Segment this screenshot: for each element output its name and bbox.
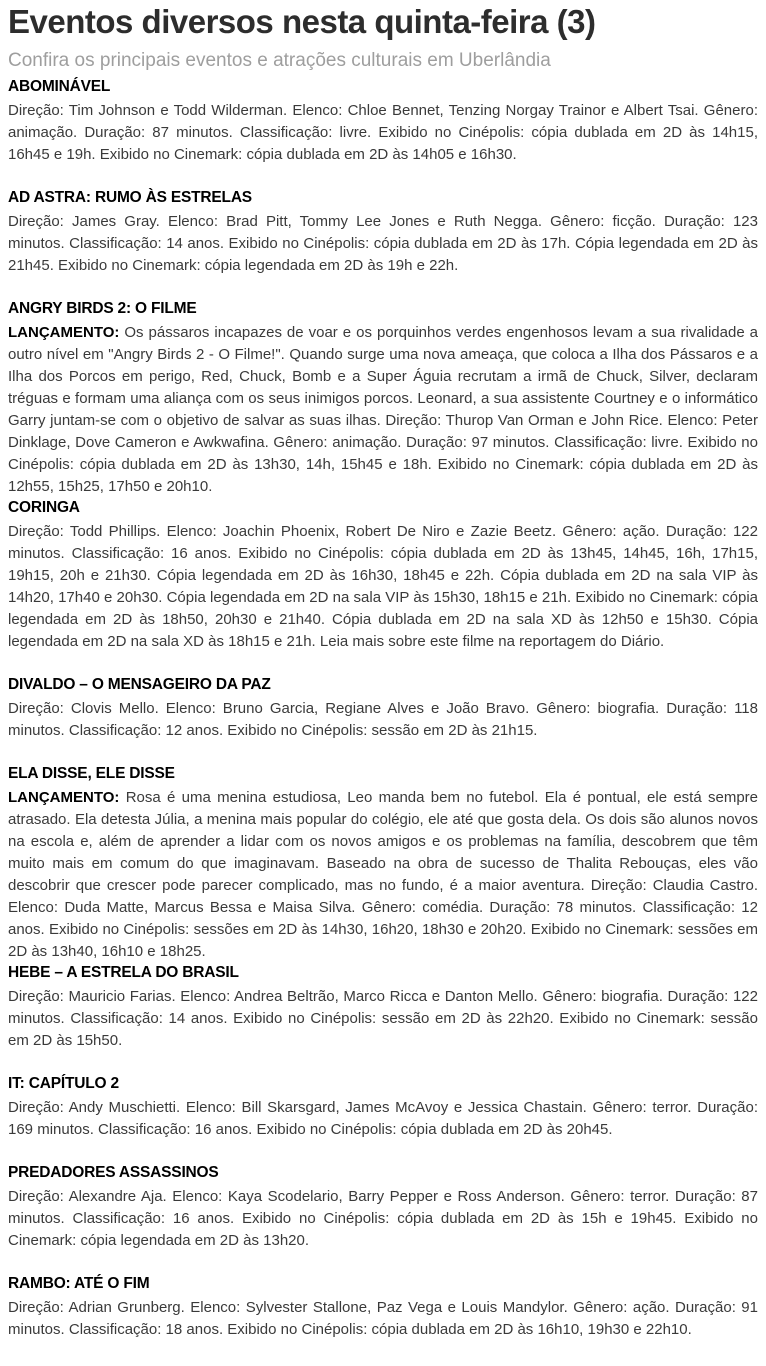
movie-details-paragraph: Direção: James Gray. Elenco: Brad Pitt, Tommy Lee Jones e Ruth Negga. Gênero: ficção. Duração: 123 minutos. Classificação: 14 anos. Exibido no Cinépolis: cópia dublada em 2D às 17h. Cópia legendada em 2D às 21h45. Exibido no Cinemark: cópia legendada em 2D às 19h e 22h. — [8, 213, 758, 274]
movie-details-paragraph: Direção: Tim Johnson e Todd Wilderman. Elenco: Chloe Bennet, Tenzing Norgay Trainor e Albert Tsai. Gênero: animação. Duração: 87 minutos. Classificação: livre. Exibido no Cinépolis: cópia dublada em 2D às 14h15, 16h45 e 19h. Exibido no Cinemark: cópia dublada em 2D às 14h05 e 16h30. — [8, 102, 758, 163]
movie-title-heading: ELA DISSE, ELE DISSE — [8, 765, 175, 782]
movie-title-heading: ANGRY BIRDS 2: O FILME — [8, 300, 197, 317]
movie-title-heading: DIVALDO – O MENSAGEIRO DA PAZ — [8, 676, 271, 693]
movie-title-heading: CORINGA — [8, 499, 80, 516]
movie-title-heading: IT: CAPÍTULO 2 — [8, 1075, 119, 1092]
movie-title-heading: AD ASTRA: RUMO ÀS ESTRELAS — [8, 189, 252, 206]
movie-title-heading: RAMBO: ATÉ O FIM — [8, 1275, 150, 1292]
movie-listings — [8, 77, 758, 1341]
movie-title-heading: PREDADORES ASSASSINOS — [8, 1164, 219, 1181]
movie-details-paragraph: Direção: Andy Muschietti. Elenco: Bill Skarsgard, James McAvoy e Jessica Chastain. Gênero: terror. Duração: 169 minutos. Classificação: 16 anos. Exibido no Cinépolis: cópia dublada em 2D às 20h45. — [8, 1099, 758, 1138]
page-title: Eventos diversos nesta quinta-feira (3) — [8, 3, 596, 40]
movie-details-paragraph: Direção: Mauricio Farias. Elenco: Andrea Beltrão, Marco Ricca e Danton Mello. Gênero: biografia. Duração: 122 minutos. Classificação: 14 anos. Exibido no Cinépolis: sessão em 2D às 22h20. Exibido no Cinemark: sessão em 2D às 15h50. — [8, 988, 758, 1049]
movie-details-paragraph: Direção: Adrian Grunberg. Elenco: Sylvester Stallone, Paz Vega e Louis Mandylor. Gênero: ação. Duração: 91 minutos. Classificação: 18 anos. Exibido no Cinépolis: cópia dublada em 2D às 16h10, 19h30 e 22h10. — [8, 1299, 758, 1338]
page-subtitle: Confira os principais eventos e atrações culturais em Uberlândia — [8, 50, 551, 71]
movie-details-paragraph: Direção: Clovis Mello. Elenco: Bruno Garcia, Regiane Alves e João Bravo. Gênero: biografia. Duração: 118 minutos. Classificação: 12 anos. Exibido no Cinépolis: sessão em 2D às 21h15. — [8, 700, 758, 739]
movie-details-paragraph: Direção: Todd Phillips. Elenco: Joachin Phoenix, Robert De Niro e Zazie Beetz. Gênero: ação. Duração: 122 minutos. Classificação: 16 anos. Exibido no Cinépolis: cópia dublada em 2D às 13h45, 14h45, 16h, 17h15, 19h15, 20h e 21h30. Cópia legendada em 2D às 16h30, 18h45 e 22h. Cópia dublada em 2D na sala VIP às 14h20, 17h40 e 20h30. Cópia legendada em 2D na sala VIP às 15h30, 18h15 e 21h. Exibido no Cinemark: cópia legendada em 2D às 18h50, 20h30 e 21h40. Cópia dublada em 2D na sala XD às 12h50 e 15h30. Cópia legendada em 2D na sala XD às 18h15 e 21h. Leia mais sobre este filme na reportagem do Diário. — [8, 523, 758, 650]
movie-details-paragraph: Direção: Alexandre Aja. Elenco: Kaya Scodelario, Barry Pepper e Ross Anderson. Gênero: terror. Duração: 87 minutos. Classificação: 16 anos. Exibido no Cinépolis: cópia dublada em 2D às 15h e 19h45. Exibido no Cinemark: cópia legendada em 2D às 13h20. — [8, 1188, 758, 1249]
movie-title-heading: ABOMINÁVEL — [8, 78, 111, 95]
movie-title-heading: HEBE – A ESTRELA DO BRASIL — [8, 964, 239, 981]
movie-details-paragraph: LANÇAMENTO: Rosa é uma menina estudiosa, Leo manda bem no futebol. Ela é pontual, ele está sempre atrasado. Ela detesta Júlia, a menina mais popular do colégio, ele até que gosta dela. Os dois são alunos novos na escola e, além de aprender a lidar com os novos amigos e os problemas na família, descobrem que têm muito mais em comum do que imaginavam. Baseado na obra de sucesso de Thalita Rebouças, eles vão descobrir que crescer pode parecer complicado, mas no fundo, é a maior aventura. Direção: Claudia Castro. Elenco: Duda Matte, Marcus Bessa e Maisa Silva. Gênero: comédia. Duração: 78 minutos. Classificação: 12 anos. Exibido no Cinépolis: sessões em 2D às 14h30, 16h20, 18h30 e 20h20. Exibido no Cinemark: sessões em 2D às 13h40, 16h10 e 18h25. — [8, 789, 759, 960]
paragraph-lead-label: LANÇAMENTO: — [8, 324, 125, 341]
paragraph-lead-label: LANÇAMENTO: — [8, 789, 126, 806]
movie-details-paragraph: LANÇAMENTO: Os pássaros incapazes de voar e os porquinhos verdes engenhosos levam a sua rivalidade a outro nível em "Angry Birds 2 - O Filme!". Quando surge uma nova ameaça, que coloca a Ilha dos Pássaros e a Ilha dos Porcos em perigo, Red, Chuck, Bomb e a Super Águia recrutam a irmã de Chuck, Silver, declaram tréguas e formam uma aliança com os seus inimigos porcos. Leonard, a sua assistente Courtney e o informático Garry juntam-se com o objetivo de salvar as suas ilhas. Direção: Thurop Van Orman e John Rice. Elenco: Peter Dinklage, Dove Cameron e Awkwafina. Gênero: animação. Duração: 97 minutos. Classificação: livre. Exibido no Cinépolis: cópia dublada em 2D às 13h30, 14h, 15h45 e 18h. Exibido no Cinemark: cópia dublada em 2D às 12h55, 15h25, 17h50 e 20h10. — [8, 324, 758, 495]
